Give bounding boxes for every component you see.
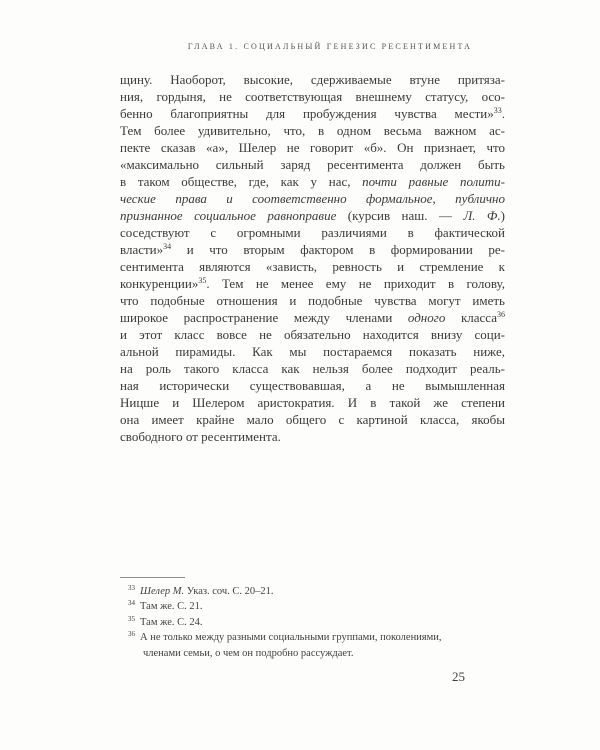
body-line [120, 156, 505, 173]
footnote-reference: 33 [493, 106, 502, 115]
text-segment: Тем более удивительно, что, в одном весьма важном ас- [120, 123, 505, 138]
body-line [120, 309, 505, 326]
body-line [120, 71, 505, 88]
italic-text: Л. Ф. [463, 208, 501, 223]
body-line [120, 275, 505, 292]
text-segment: в таком обществе, где, как у нас, [120, 174, 363, 189]
text-segment: соседствуют с огромными различиями в фактической [120, 225, 505, 240]
footnotes [128, 584, 508, 661]
text-segment: . [501, 106, 505, 121]
running-head: ГЛАВА 1. СОЦИАЛЬНЫЙ ГЕНЕЗИС РЕСЕНТИМЕНТА [187, 42, 473, 51]
italic-text: ческие права и соответственно формальное, публично [120, 191, 505, 206]
footnote-reference: 35 [198, 276, 207, 285]
footnote-marker: 33 [128, 584, 135, 592]
body-line [120, 428, 505, 445]
text-segment: ) [500, 208, 505, 223]
text-segment: Там же. С. 24. [140, 616, 203, 628]
text-segment: Ницше и Шелером аристократия. И в такой же степени [120, 395, 505, 410]
body-line [120, 292, 505, 309]
body-line [120, 173, 505, 190]
text-segment: бенно благоприятны для пробуждения чувства мести» [120, 106, 494, 121]
text-segment: конкуренции» [120, 276, 199, 291]
text-segment: на роль такого класса как нельзя более подходит реаль- [120, 361, 505, 376]
page-number: 25 [452, 669, 465, 684]
text-segment: А не только между разными социальными группами, поколениями, [140, 632, 442, 644]
body-line [120, 88, 505, 105]
text-segment: . Тем не менее ему не приходит в голову, [206, 276, 505, 291]
italic-text: почти равные полити- [362, 174, 506, 189]
footnote-reference: 36 [497, 310, 505, 319]
body-line [120, 258, 505, 275]
body-line [120, 190, 505, 207]
footnote [128, 630, 508, 645]
footnote-divider [120, 577, 185, 578]
text-segment: и что вторым фактором в формировании ре- [171, 242, 505, 257]
text-segment: Указ. соч. С. 20–21. [184, 586, 274, 597]
body-line [120, 122, 505, 139]
body-line [120, 139, 505, 156]
body-line [120, 224, 505, 241]
body-line [120, 377, 505, 394]
footnote [128, 584, 508, 599]
text-segment: Там же. С. 21. [140, 601, 203, 613]
text-segment: ная исторически существовавшая, а не вымышленная [120, 378, 505, 393]
body-line [120, 360, 505, 377]
text-segment: широкое распространение между членами [120, 310, 408, 325]
text-segment: свободного от ресентимента. [120, 429, 281, 444]
footnote [128, 615, 508, 630]
body-line [120, 207, 505, 224]
footnote-reference: 34 [163, 242, 172, 251]
body-line [120, 241, 505, 258]
text-segment: сентимента являются «зависть, ревность и стремление к [120, 259, 505, 274]
footnote-marker: 36 [128, 630, 135, 639]
text-segment: ния, гордыня, не соответствующая внешнему статусу, осо- [120, 89, 505, 104]
text-segment: власти» [120, 242, 164, 257]
text-segment: класса [445, 310, 497, 325]
body-line [120, 105, 505, 122]
body-text [120, 71, 505, 445]
text-segment: щину. Наоборот, высокие, сдерживаемые втуне притяза- [120, 72, 505, 87]
italic-text: Шелер М. [140, 586, 185, 597]
body-line [120, 343, 505, 360]
footnote-marker: 34 [128, 599, 135, 608]
italic-text: признанное социальное равноправие [120, 208, 337, 223]
body-line [120, 394, 505, 411]
text-segment: она имеет крайне мало общего с картиной класса, якобы [120, 412, 505, 427]
text-segment: пекте сказав «а», Шелер не говорит «б». Он признает, что [120, 140, 505, 155]
text-segment: что подобные отношения и подобные чувства могут иметь [120, 293, 505, 308]
footnote-continuation [128, 646, 508, 661]
footnote-marker: 35 [128, 614, 135, 623]
body-line [120, 411, 505, 428]
text-segment: (курсив наш. — [336, 208, 464, 223]
footnote [128, 599, 508, 614]
body-line [120, 326, 505, 343]
text-segment: альной пирамиды. Как мы постараемся показать ниже, [120, 344, 505, 359]
text-segment: «максимально сильный заряд ресентимента должен быть [120, 157, 505, 172]
italic-text: одного [407, 310, 446, 325]
text-segment: и этот класс вовсе не обязательно находится внизу соци- [120, 327, 505, 342]
text-segment: членами семьи, о чем он подробно рассуждает. [143, 647, 354, 659]
